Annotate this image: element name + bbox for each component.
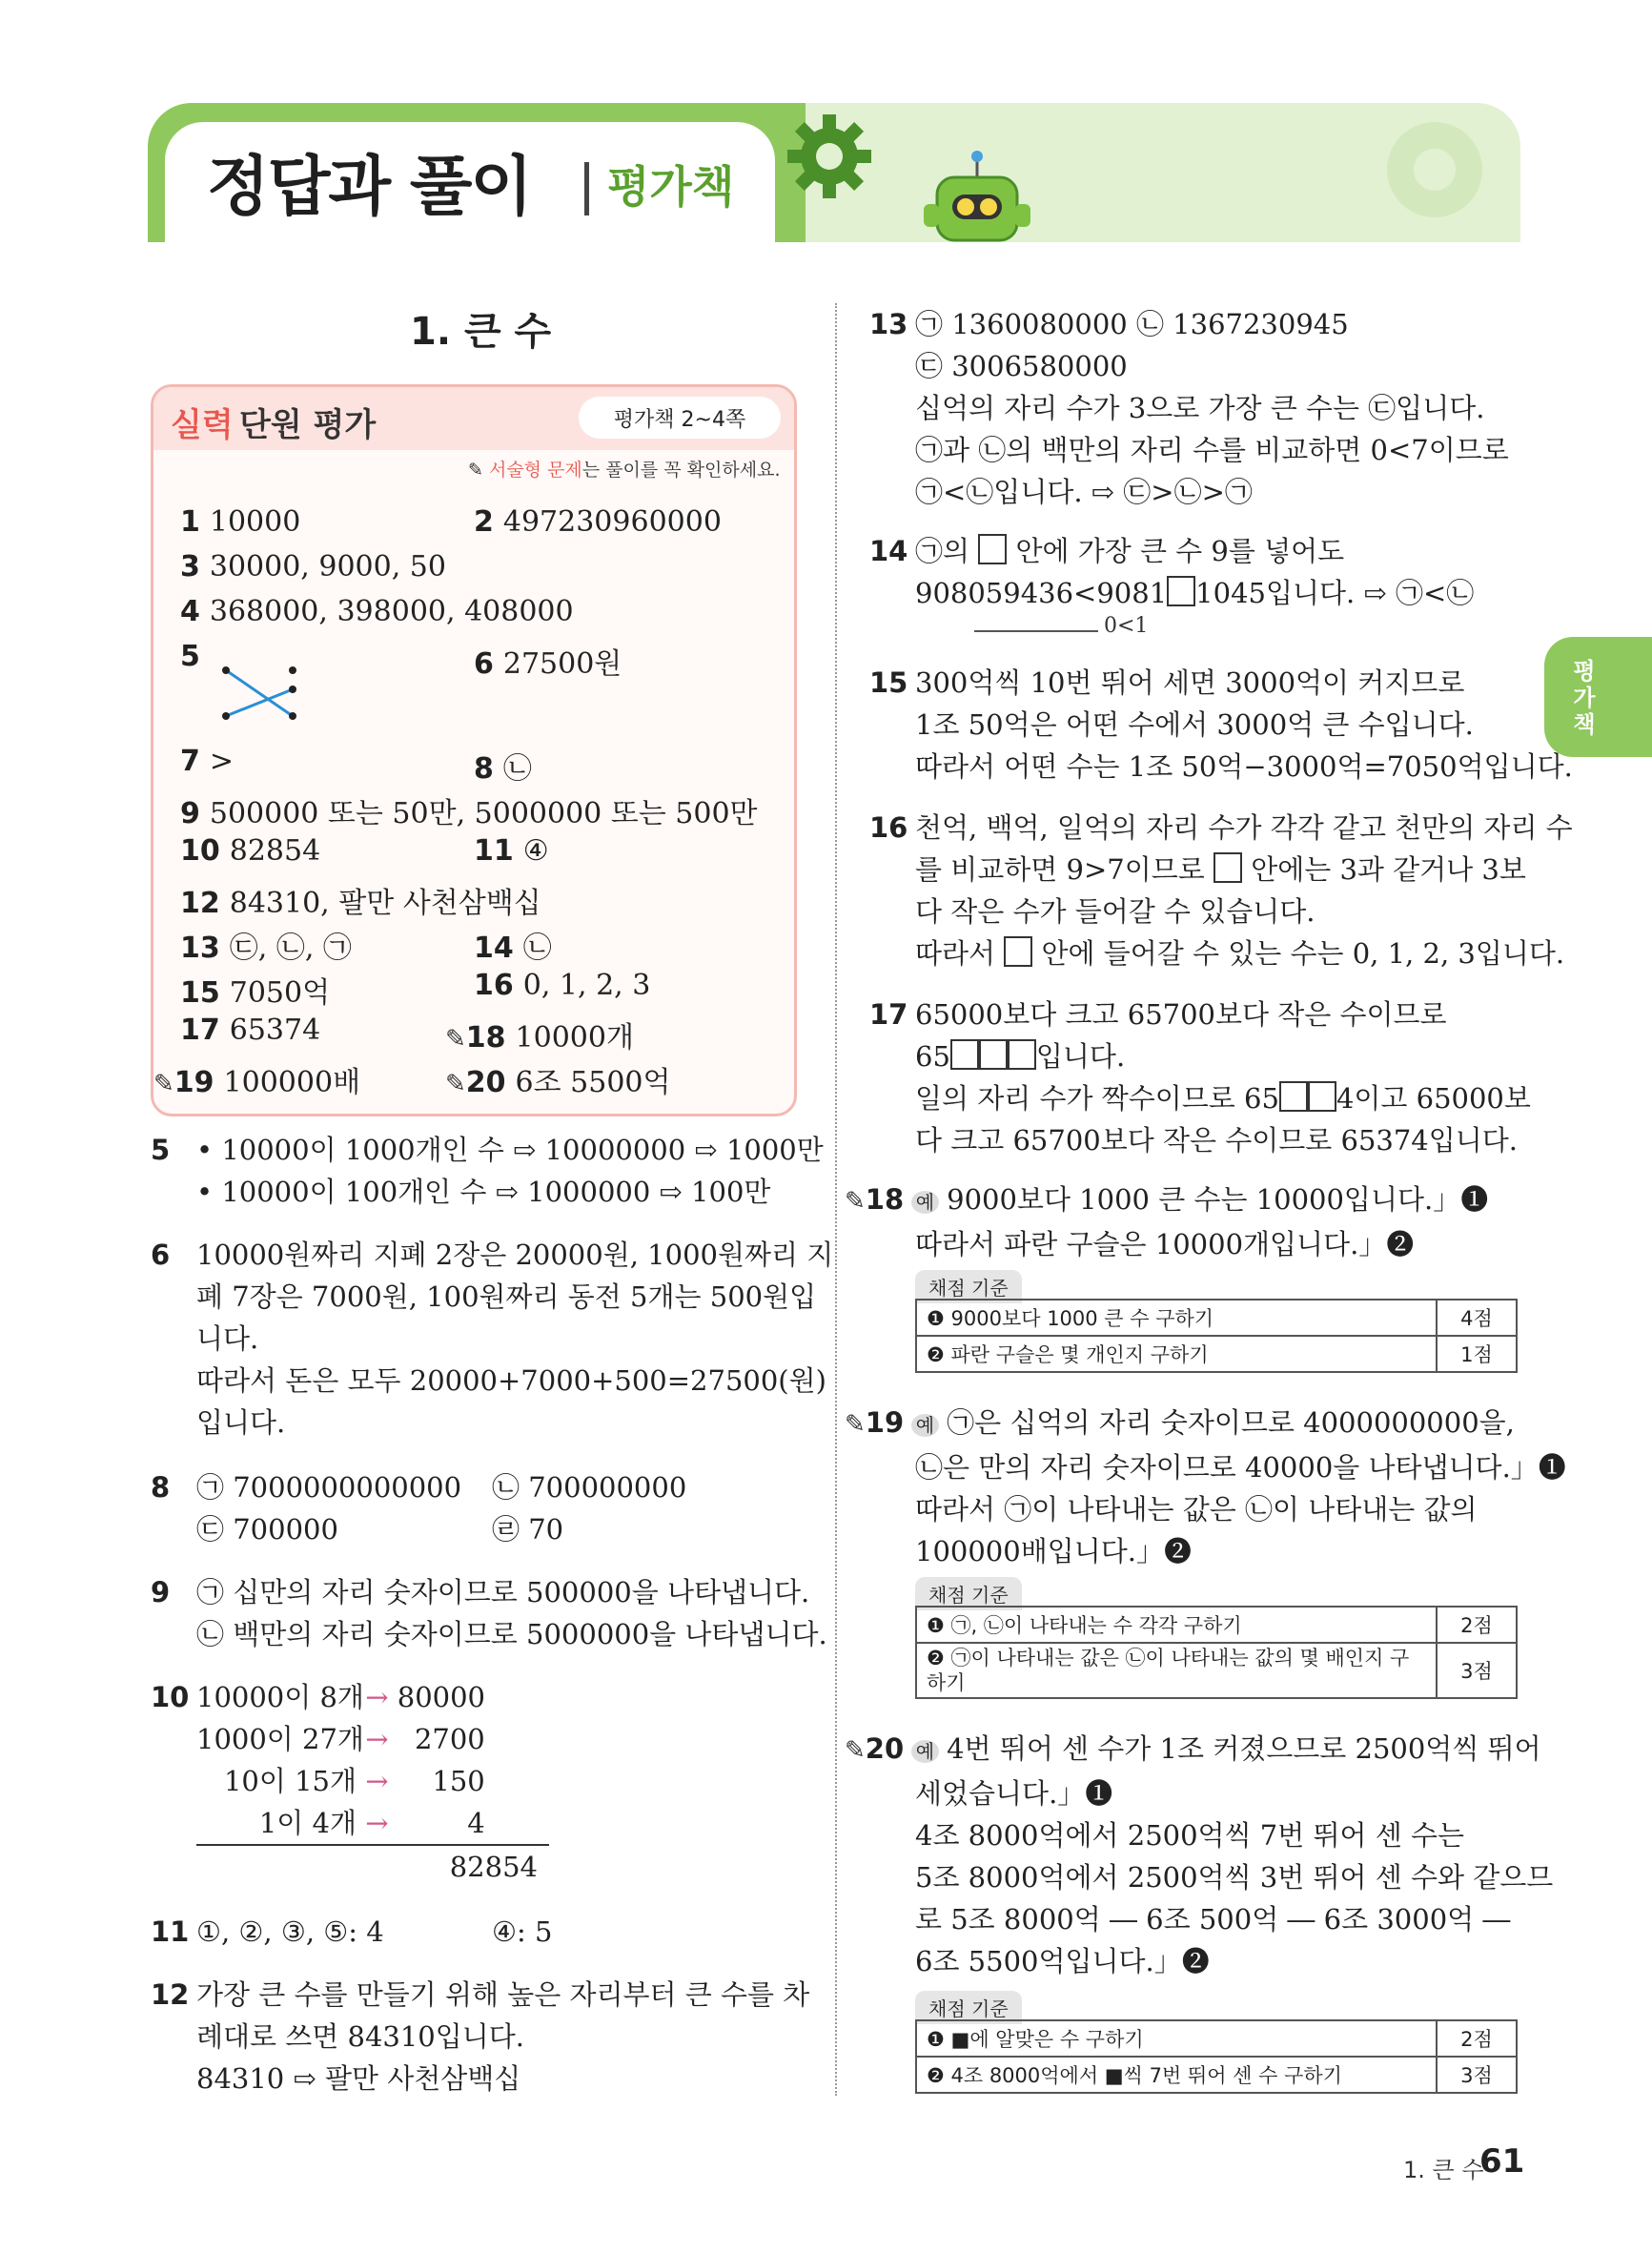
grading-table <box>915 1299 1518 1373</box>
blank-box <box>1167 576 1195 606</box>
example-badge: 예 <box>911 1414 939 1437</box>
answer-item: 17 65374 <box>180 1014 321 1047</box>
page-reference-text: 평가책 2~4쪽 <box>613 408 746 432</box>
solution-6: 6 10000원짜리 지폐 2장은 20000원, 1000원짜리 지 폐 7장은 7000원, 100원짜리 동전 5개는 500원입 니다. 따라서 돈은 모두 20000+7000+500=27500(원) 입니다. <box>151 1239 834 1439</box>
solution-8: 8 ㉠ 7000000000000 ㉡ 700000000 ㉢ 700000 ㉣ 70 <box>151 1471 687 1546</box>
solution-9: 9 ㉠ 십만의 자리 숫자이므로 500000을 나타냅니다. ㉡ 백만의 자리 숫자이므로 5000000을 나타냅니다. <box>151 1576 827 1650</box>
answer-item: 7 > <box>180 745 235 778</box>
answer-item: 16 0, 1, 2, 3 <box>474 969 651 1002</box>
column-divider <box>835 303 837 2096</box>
page-reference <box>579 397 781 439</box>
page-number: 61 <box>1479 2142 1525 2181</box>
solution-14: 14 ㉠의 안에 가장 큰 수 9를 넣어도 908059436<9081 1045입니다. ⇨ ㉠<㉡ 0<1 <box>869 535 1475 638</box>
solution-12: 12 가장 큰 수를 만들기 위해 높은 자리부터 큰 수를 차 례대로 쓰면 84310입니다. 84310 ⇨ 팔만 사천삼백십 <box>151 1978 810 2095</box>
answer-item: 4 368000, 398000, 408000 <box>180 595 574 628</box>
answer-item: 3 30000, 9000, 50 <box>180 550 446 584</box>
table-row: ❶ ■에 알맞은 수 구하기 2점 <box>916 2020 1517 2057</box>
footer-unit-label: 1. 큰 수 <box>1403 2157 1484 2183</box>
example-badge: 예 <box>911 1191 939 1214</box>
solution-20: ✎20 예 4번 뛰어 센 수가 1조 커졌으므로 2500억씩 뛰어 세었습니다.」❶ 4조 8000억에서 2500억씩 7번 뛰어 센 수는 5조 8000억에서 2500억씩 3번 뛰어 센 수와 같으므 로 5조 8000억 ― 6조 500억 ― 6조 3000억 ― 6조 5500억입니다.」❷ <box>845 1732 1554 1977</box>
blank-box <box>1004 936 1032 967</box>
grading-label: 채점 기준 <box>915 1991 1022 2024</box>
answer-item: ✎18 10000개 <box>445 1021 634 1055</box>
pencil-icon: ✎ <box>845 1410 866 1439</box>
descriptive-note-text: 는 풀이를 꼭 확인하세요. <box>581 460 781 481</box>
pencil-icon: ✎ <box>445 1025 466 1054</box>
answer-item: 12 84310, 팔만 사천삼백십 <box>180 887 541 920</box>
pencil-icon: ✎ <box>468 460 483 481</box>
solution-19: ✎19 예 ㉠은 십억의 자리 숫자이므로 4000000000을, ㉡은 만의 자리 숫자이므로 40000을 나타냅니다.」❶ 따라서 ㉠이 나타내는 값은 ㉡이 나타내는 값의 100000배입니다.」❷ <box>845 1406 1566 1567</box>
solution-17: 17 65000보다 크고 65700보다 작은 수이므로 65 입니다. 일의 자리 수가 짝수이므로 65 4이고 65000보 다 크고 65700보다 작은 수이므로 65374입니다. <box>869 998 1531 1157</box>
evaluation-title-level: 실력 <box>171 406 234 444</box>
matching-lines <box>218 659 304 726</box>
answer-item: 8 ㉡ <box>474 752 532 786</box>
unit-evaluation-box <box>151 384 797 1116</box>
grading-label: 채점 기준 <box>915 1270 1022 1303</box>
blank-box <box>1008 1039 1036 1070</box>
robot-icon <box>910 149 1044 244</box>
answer-item: 11 ④ <box>474 834 549 868</box>
evaluation-title: 단원 평가 <box>239 406 377 444</box>
answer-item: 1 10000 <box>180 505 301 539</box>
grading-table <box>915 2019 1518 2094</box>
solution-13: 13 ㉠ 1360080000 ㉡ 1367230945 ㉢ 3006580000 십억의 자리 수가 3으로 가장 큰 수는 ㉢입니다. ㉠과 ㉡의 백만의 자리 수를 비교하면 0<7이므로 ㉠<㉡입니다. ⇨ ㉢>㉡>㉠ <box>869 308 1509 508</box>
answer-item: 15 7050억 <box>180 976 331 1010</box>
grading-table <box>915 1606 1518 1699</box>
pencil-icon: ✎ <box>845 1736 866 1765</box>
descriptive-note-highlight: 서술형 문제 <box>488 460 582 481</box>
example-badge: 예 <box>911 1740 939 1763</box>
blank-box <box>1214 852 1242 883</box>
table-row: ❷ 4조 8000억에서 ■씩 7번 뛰어 센 수 구하기 3점 <box>916 2057 1517 2093</box>
answer-item: 14 ㉡ <box>474 932 552 965</box>
solution-5: 5 • 10000이 1000개인 수 ⇨ 10000000 ⇨ 1000만 • 10000이 100개인 수 ⇨ 1000000 ⇨ 100만 <box>151 1134 824 1208</box>
gear-decoration-icon <box>1358 103 1511 242</box>
gear-icon <box>782 109 877 204</box>
header-banner <box>148 103 1520 242</box>
blank-box <box>950 1039 979 1070</box>
answer-item: 2 497230960000 <box>474 505 722 539</box>
table-row: ❶ 9000보다 1000 큰 수 구하기 4점 <box>916 1300 1517 1336</box>
title-divider <box>584 162 589 215</box>
pencil-icon: ✎ <box>845 1187 866 1216</box>
unit-title: 1. 큰 수 <box>410 310 552 354</box>
page-title: 정답과 풀이 <box>207 150 532 225</box>
descriptive-note <box>468 456 780 481</box>
answer-item: ✎20 6조 5500억 <box>445 1066 671 1099</box>
pencil-icon: ✎ <box>153 1070 174 1098</box>
solution-16: 16 천억, 백억, 일억의 자리 수가 각각 같고 천만의 자리 수 를 비교하면 9>7이므로 안에는 3과 같거나 3보 다 작은 수가 들어갈 수 있습니다. 따라서 안에 들어갈 수 있는 수는 0, 1, 2, 3입니다. <box>869 811 1573 970</box>
blank-box <box>1308 1081 1336 1112</box>
pencil-icon: ✎ <box>445 1070 466 1098</box>
table-row: ❷ ㉠이 나타내는 값은 ㉡이 나타내는 값의 몇 배인지 구하기 3점 <box>916 1643 1517 1698</box>
solution-11: 11 ①, ②, ③, ⑤: 4 ④: 5 <box>151 1915 553 1948</box>
side-tab-label: 평가책 <box>1573 658 1596 738</box>
blank-box <box>1279 1081 1308 1112</box>
table-row: ❶ ㉠, ㉡이 나타내는 수 각각 구하기 2점 <box>916 1607 1517 1643</box>
answer-item: 5 <box>180 640 200 673</box>
grading-label: 채점 기준 <box>915 1577 1022 1610</box>
solution-15: 15 300억씩 10번 뛰어 세면 3000억이 커지므로 1조 50억은 어떤 수에서 3000억 큰 수입니다. 따라서 어떤 수는 1조 50억−3000억=7050억입니다. <box>869 666 1573 783</box>
blank-box <box>978 534 1007 564</box>
blank-box <box>979 1039 1008 1070</box>
answer-item: 6 27500원 <box>474 647 622 681</box>
answer-item: ✎19 100000배 <box>153 1066 361 1099</box>
solution-18: ✎18 예 9000보다 1000 큰 수는 10000입니다.」❶ 따라서 파란 구슬은 10000개입니다.」❷ <box>845 1183 1489 1260</box>
table-row: ❷ 파란 구슬은 몇 개인지 구하기 1점 <box>916 1336 1517 1372</box>
answer-item: 9 500000 또는 50만, 5000000 또는 500만 <box>180 797 758 830</box>
solution-10: 10 10000이 8개 → 80000 1000이 27개 → 2700 10이 15개 → 150 1이 4개 → 4 82854 <box>151 1676 549 1888</box>
answer-item: 10 82854 <box>180 834 321 868</box>
answer-item: 13 ㉢, ㉡, ㉠ <box>180 932 352 965</box>
page-subtitle: 평가책 <box>607 161 735 213</box>
